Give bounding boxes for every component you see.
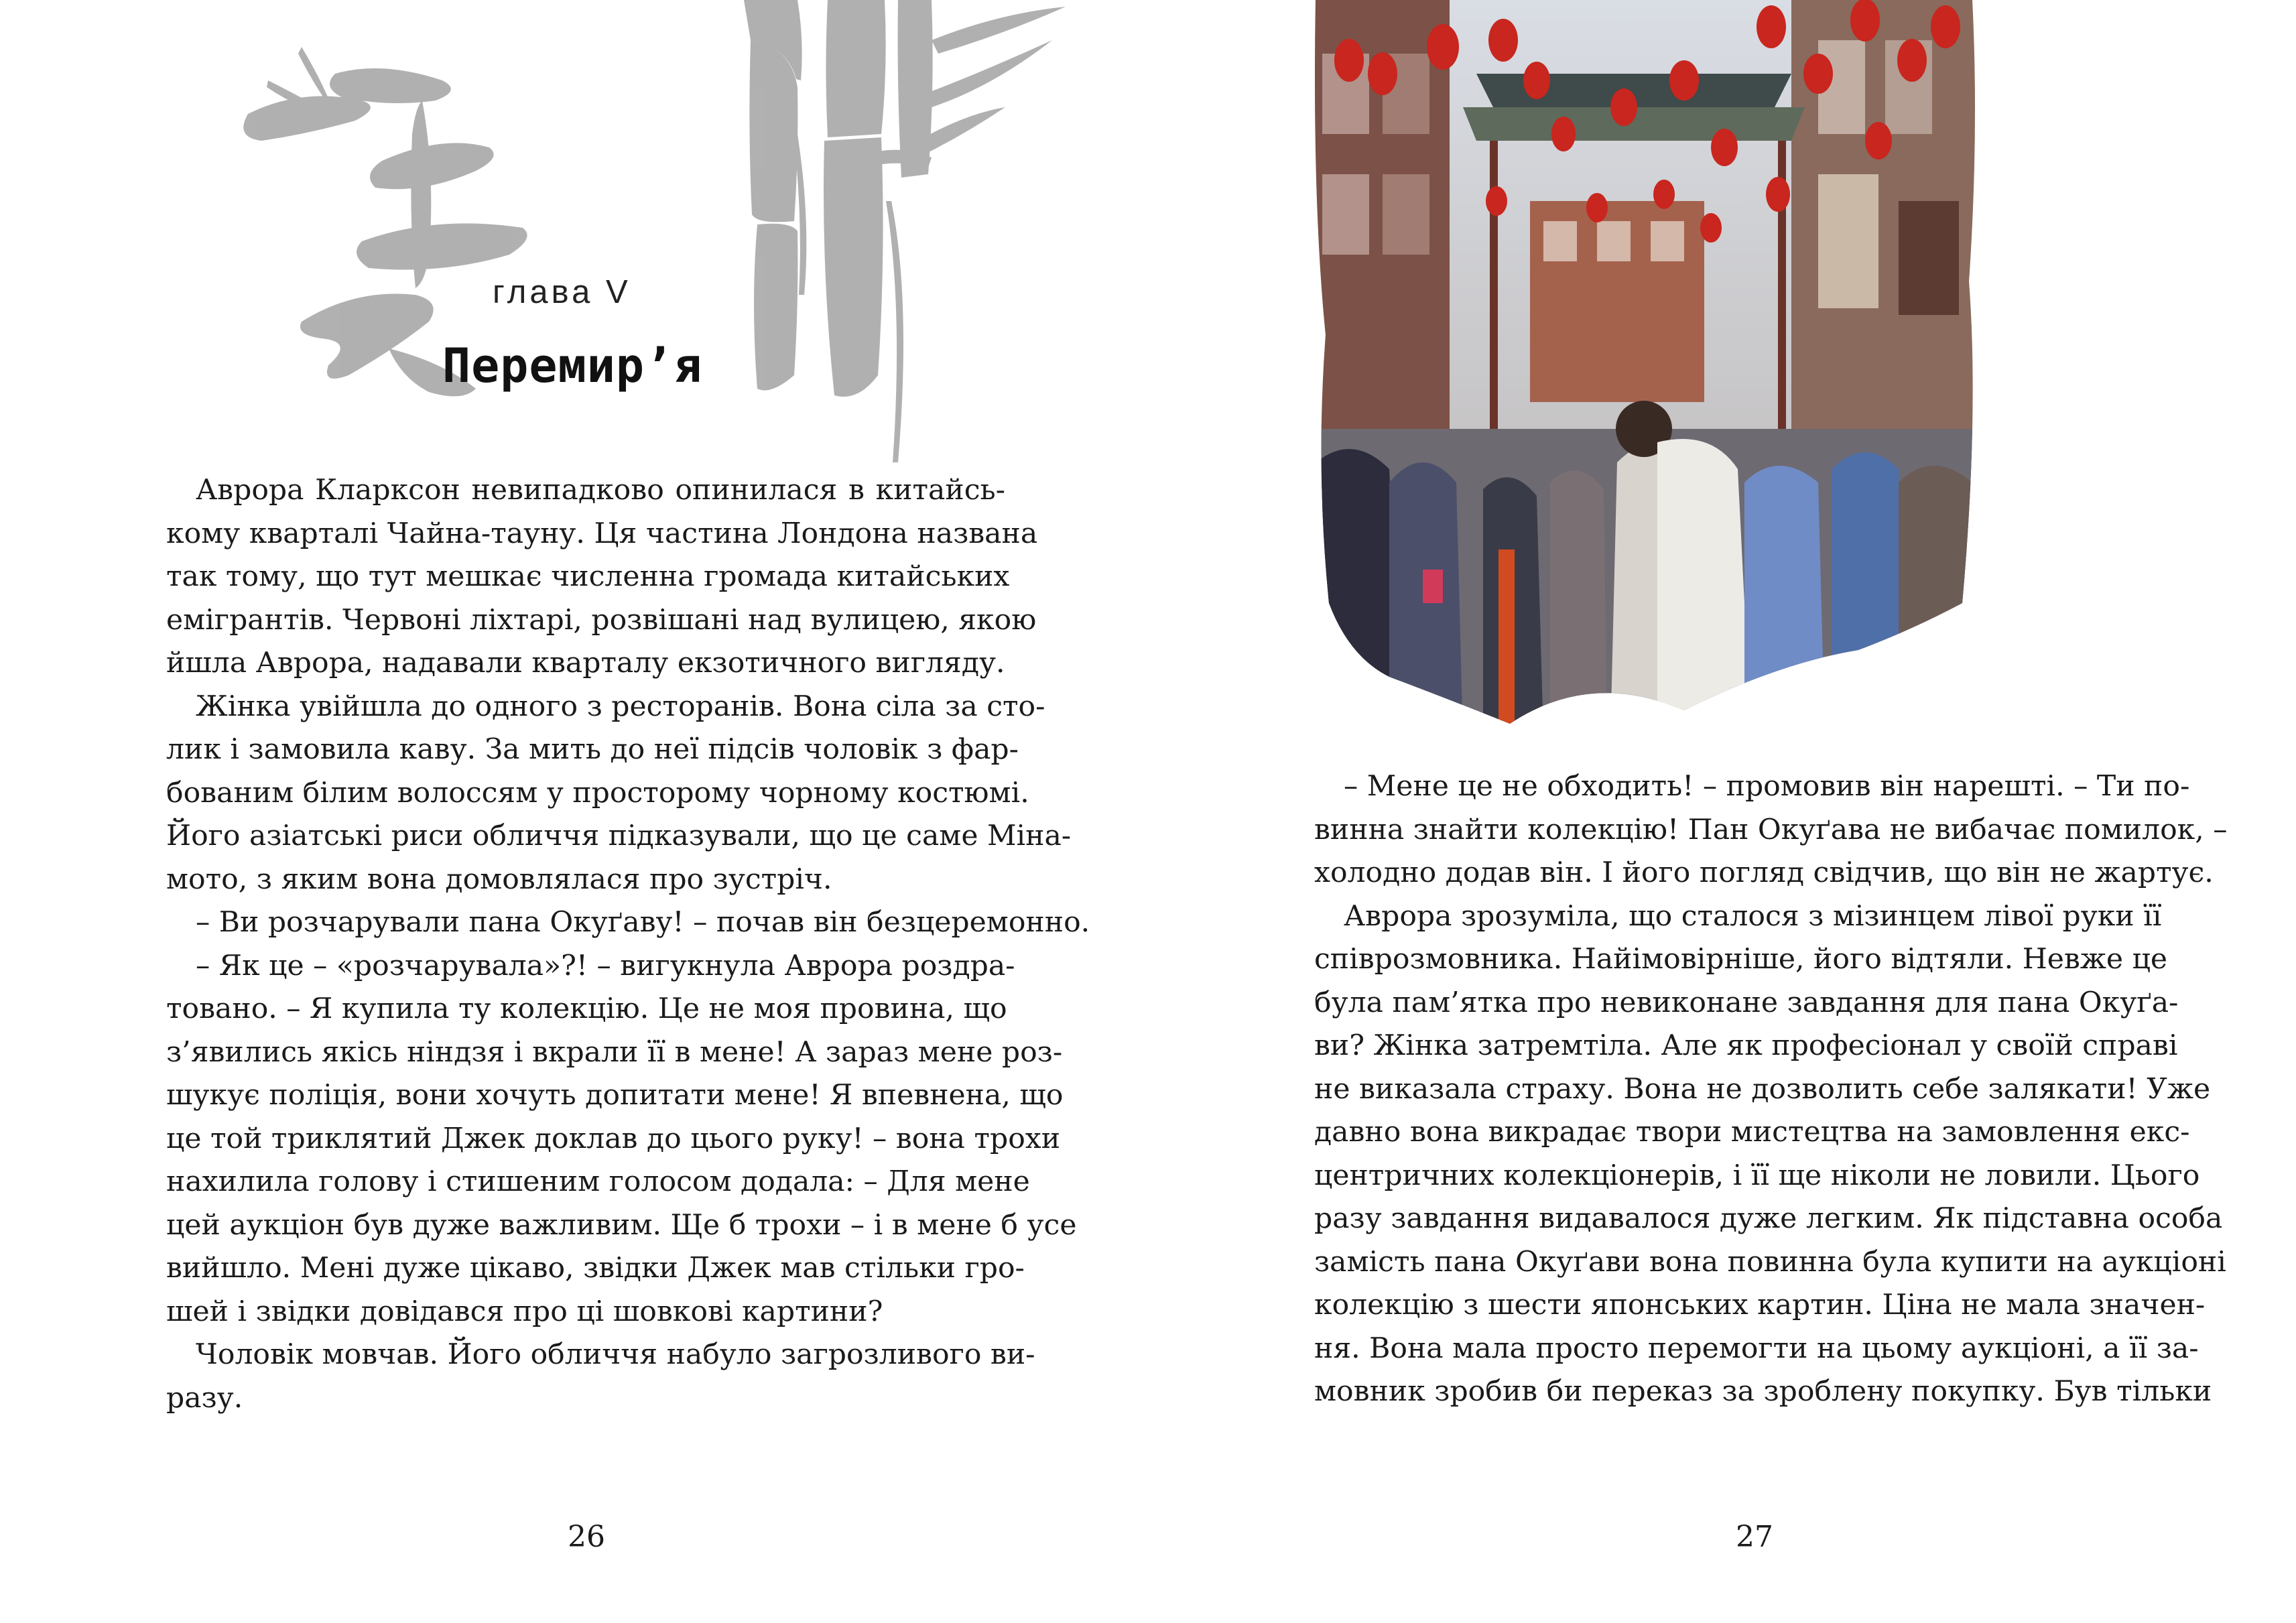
text-line: це той триклятий Джек доклав до цього руку! – вона трохи <box>166 1122 1061 1155</box>
text-line: давно вона викрадає твори мистецтва на замовлення екс- <box>1314 1116 2190 1149</box>
text-line: шей і звідки довідався про ці шовкові картини? <box>166 1295 883 1328</box>
text-line: разу завдання видавалося дуже легким. Як підставна особа <box>1314 1202 2223 1235</box>
text-line: не виказала страху. Вона не дозволить себе залякати! Уже <box>1314 1072 2211 1106</box>
bamboo-brush-illustration <box>221 0 1092 469</box>
chapter-title: Перемир’я <box>442 338 703 393</box>
text-line: йшла Аврора, надавали кварталу екзотичного вигляду. <box>166 647 1005 679</box>
page-number-left: 26 <box>568 1520 605 1554</box>
text-line: – Мене це не обходить! – промовив він нарешті. – Ти по- <box>1344 770 2190 803</box>
text-line: лик і замовила каву. За мить до неї підсів чоловік з фар- <box>166 733 1019 766</box>
text-line: вийшло. Мені дуже цікаво, звідки Джек мав стільки гро- <box>166 1252 1025 1285</box>
text-line: емігрантів. Червоні ліхтарі, розвішані над вулицею, якою <box>166 603 1037 637</box>
text-line: винна знайти колекцію! Пан Окуґава не вибачає помилок, – <box>1314 813 2228 846</box>
text-line: цей аукціон був дуже важливим. Ще б трохи – і в мене б усе <box>166 1208 1077 1242</box>
text-line: Аврора Кларксон невипадково опинилася в китайсь- <box>196 474 1005 507</box>
text-line: була пам’ятка про невиконане завдання для пана Окуґа- <box>1314 986 2179 1019</box>
text-line: Жінка увійшла до одного з ресторанів. Вона сіла за сто- <box>196 690 1045 723</box>
text-line: – Як це – «розчарувала»?! – вигукнула Аврора роздра- <box>196 949 1015 982</box>
text-line: Його азіатські риси обличчя підказували, що це саме Міна- <box>166 820 1072 852</box>
text-line: нахилила голову і стишеним голосом додала: – Для мене <box>166 1165 1030 1198</box>
text-line: – Ви розчарували пана Окуґаву! – почав він безцеремонно. <box>196 906 1090 939</box>
text-line: ня. Вона мала просто перемогти на цьому аукціоні, а її за- <box>1314 1332 2199 1365</box>
text-line: центричних колекціонерів, і її ще ніколи не ловили. Цього <box>1314 1159 2200 1192</box>
text-line: шукує поліція, вони хочуть допитати мене! Я впевнена, що <box>166 1079 1064 1112</box>
text-line: бованим білим волоссям у просторому чорному костюмі. <box>166 776 1029 809</box>
chinatown-street-illustration <box>1309 0 1979 737</box>
text-line: ви? Жінка затремтіла. Але як професіонал у своїй справі <box>1314 1029 2178 1062</box>
text-line: мовник зробив би переказ за зроблену покупку. Був тільки <box>1314 1375 2212 1408</box>
page-number-right: 27 <box>1736 1520 1773 1554</box>
text-line: замість пана Окуґави вона повинна була купити на аукціоні <box>1314 1245 2226 1279</box>
text-line: товано. – Я купила ту колекцію. Це не моя провина, що <box>166 992 1007 1025</box>
text-line: співрозмовника. Найімовірніше, його відтяли. Невже це <box>1314 943 2168 976</box>
text-line: разу. <box>166 1381 243 1415</box>
text-line: колекцію з шести японських картин. Ціна не мала значен- <box>1314 1289 2206 1321</box>
right-body-text <box>1314 765 2228 1414</box>
text-line: Аврора зрозуміла, що сталося з мізинцем лівої руки її <box>1344 899 2162 933</box>
text-line: кому кварталі Чайна-тауну. Ця частина Лондона названа <box>166 517 1038 550</box>
right-page <box>1148 0 2296 1623</box>
chapter-label: глава V <box>493 274 631 310</box>
text-line: холодно додав він. І його погляд свідчив, що він не жартує. <box>1314 856 2214 889</box>
text-line: з’явились якісь ніндзя і вкрали її в мене! А зараз мене роз- <box>166 1035 1063 1069</box>
text-line: мото, з яким вона домовлялася про зустріч. <box>166 862 832 896</box>
left-body-text <box>166 469 1090 1420</box>
text-line: Чоловік мовчав. Його обличчя набуло загрозливого ви- <box>196 1338 1035 1371</box>
text-line: так тому, що тут мешкає численна громада китайських <box>166 560 1010 593</box>
